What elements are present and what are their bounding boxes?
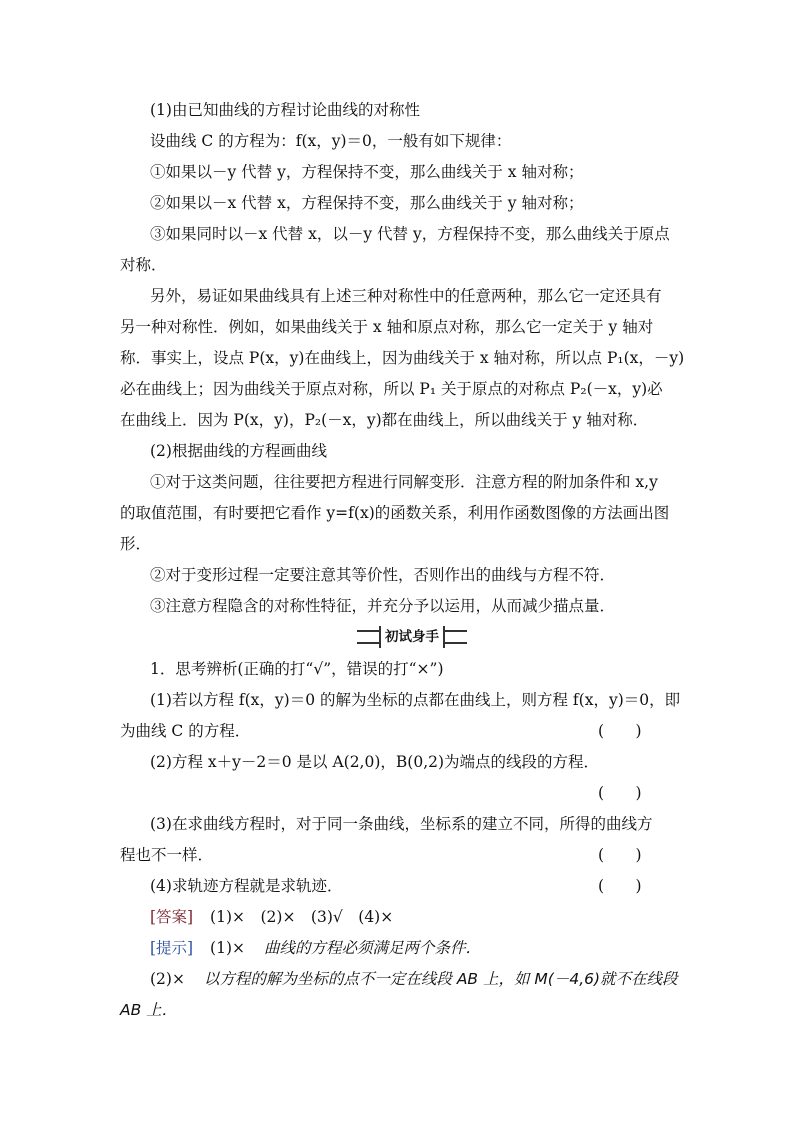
question-2: (2)方程 x＋y－2＝0 是以 A(2,0)，B(0,2)为端点的线段的方程．: [150, 753, 600, 771]
symmetry-rule-3: ③如果同时以－x 代替 x，以－y 代替 y，方程保持不变，那么曲线关于原点: [150, 225, 670, 243]
tip-item-2-cont: AB 上．: [120, 1001, 178, 1019]
tip-item-2-text: 以方程的解为坐标的点不一定在线段 AB 上，如 M(－4,6)就不在线段: [203, 970, 678, 988]
tip-item-2-label: (2)×: [150, 970, 185, 988]
tip-line: [150, 938, 710, 958]
symmetry-rule-1: ①如果以－y 代替 y，方程保持不变，那么曲线关于 x 轴对称；: [150, 163, 584, 181]
symmetry-paragraph-line: 另外，易证如果曲线具有上述三种对称性中的任意两种，那么它一定还具有: [150, 287, 662, 305]
symmetry-heading: (1)由已知曲线的方程讨论曲线的对称性: [150, 101, 420, 119]
question-1: (1)若以方程 f(x，y)＝0 的解为坐标的点都在曲线上，则方程 f(x，y)＝0，即: [150, 691, 681, 709]
tip-item-2: [150, 969, 710, 989]
question-3: (3)在求曲线方程时，对于同一条曲线，坐标系的建立不同，所得的曲线方: [150, 815, 653, 833]
drawing-heading: (2)根据曲线的方程画曲线: [150, 442, 327, 460]
tip-item-1-text: 曲线的方程必须满足两个条件．: [263, 939, 481, 957]
answer-text: (1)× (2)× (3)√ (4)×: [210, 908, 394, 926]
answer-blank: ( ): [598, 877, 650, 895]
section-banner: [357, 626, 467, 648]
answer-tag: [答案]: [150, 908, 194, 926]
drawing-item-3: ③注意方程隐含的对称性特征，并充分予以运用，从而减少描点量．: [150, 597, 616, 615]
symmetry-paragraph-line: 在曲线上．因为 P(x，y)，P₂(－x，y)都在曲线上，所以曲线关于 y 轴对称．: [120, 411, 649, 429]
tip-item-1-label: (1)×: [210, 939, 245, 957]
answer-blank: ( ): [598, 784, 650, 802]
drawing-item-2: ②对于变形过程一定要注意其等价性，否则作出的曲线与方程不符．: [150, 566, 616, 584]
symmetry-paragraph-line: 称．事实上，设点 P(x，y)在曲线上，因为曲线关于 x 轴对称，所以点 P₁(x，－y): [120, 349, 685, 367]
tip-tag: [提示]: [150, 939, 194, 957]
symmetry-paragraph-line: 必在曲线上；因为曲线关于原点对称，所以 P₁ 关于原点的对称点 P₂(－x，y)必: [120, 380, 663, 398]
exercise-title: 1．思考辨析(正确的打“√”，错误的打“×”): [150, 660, 444, 678]
symmetry-paragraph-line: 另一种对称性．例如，如果曲线关于 x 轴和原点对称，那么它一定关于 y 轴对: [120, 318, 654, 336]
symmetry-rule-3-cont: 对称．: [120, 256, 167, 274]
question-4: (4)求轨迹方程就是求轨迹．: [150, 877, 343, 895]
question-3-cont: 程也不一样．: [120, 846, 214, 864]
question-1-cont: 为曲线 C 的方程．: [120, 722, 251, 740]
symmetry-intro: 设曲线 C 的方程为：f(x，y)＝0，一般有如下规律：: [150, 132, 512, 150]
banner-label: 初试身手: [379, 626, 445, 648]
answer-line: [150, 907, 710, 927]
drawing-item-1-cont: 形．: [120, 535, 152, 553]
drawing-item-1-cont: 的取值范围，有时要把它看作 y=f(x)的函数关系，利用作函数图像的方法画出图: [120, 504, 670, 522]
symmetry-rule-2: ②如果以－x 代替 x，方程保持不变，那么曲线关于 y 轴对称；: [150, 194, 584, 212]
drawing-item-1: ①对于这类问题，往往要把方程进行同解变形．注意方程的附加条件和 x,y: [150, 473, 658, 491]
answer-blank: ( ): [598, 722, 650, 740]
answer-blank: ( ): [598, 846, 650, 864]
